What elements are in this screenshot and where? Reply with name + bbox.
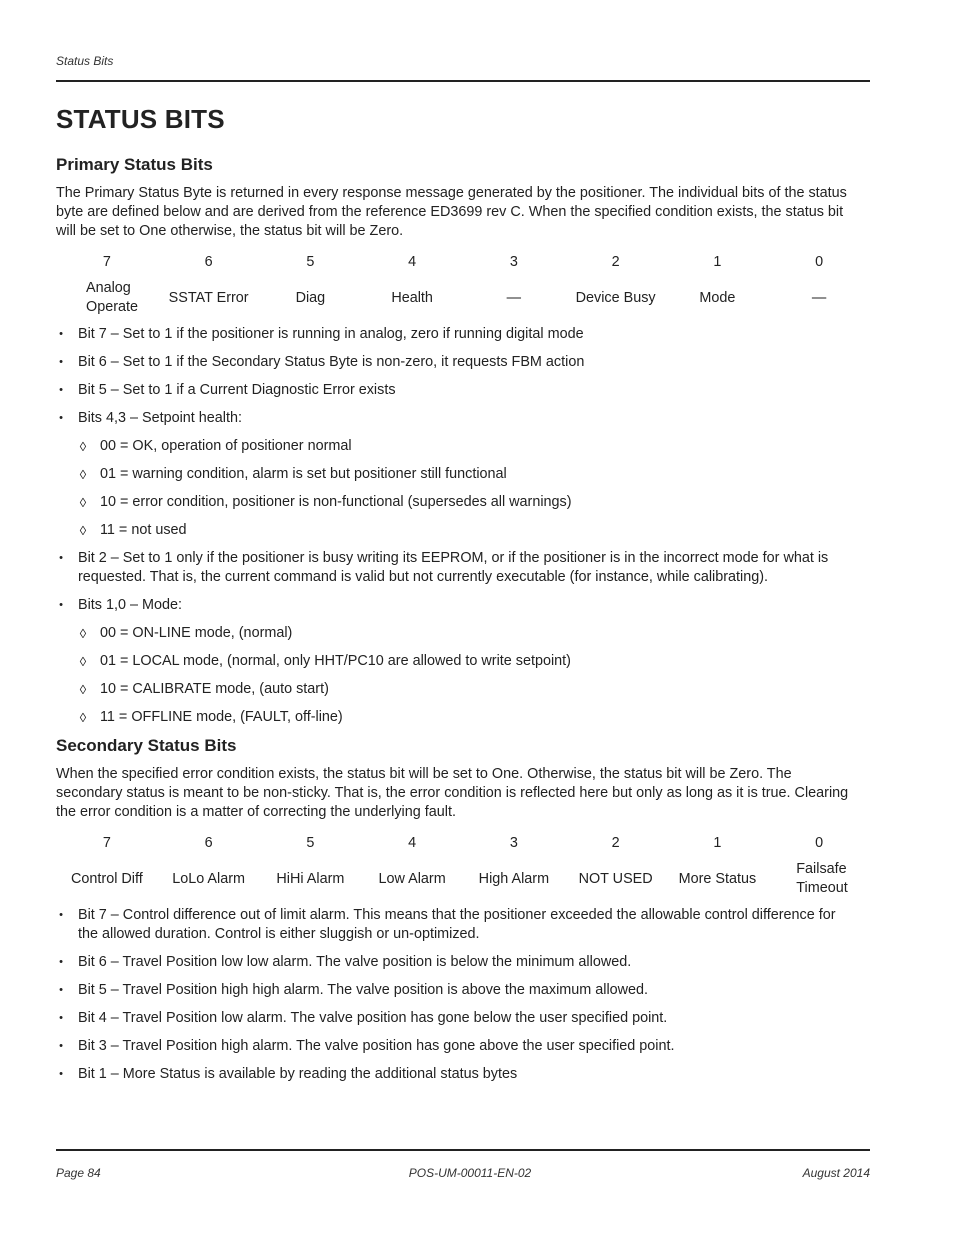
bit-name-cell: More Status	[678, 870, 757, 887]
bit-name-cell: —	[506, 289, 522, 306]
page-title: STATUS BITS	[56, 104, 225, 134]
primary-status-heading: Primary Status Bits	[56, 155, 213, 174]
bullet-marker: •	[59, 356, 63, 368]
list-item	[56, 1009, 856, 1028]
sub-list-item	[56, 521, 856, 540]
bit-number-cell: 2	[611, 253, 620, 270]
page-content	[56, 104, 856, 1093]
list-item-text: Bit 6 – Travel Position low low alarm. The valve position is below the minimum allowed.	[78, 954, 632, 970]
sub-list-item	[56, 465, 856, 484]
diamond-marker: ◊	[79, 682, 87, 697]
list-item-text: 01 = warning condition, alarm is set but positioner still functional	[100, 466, 507, 482]
sub-list-item	[56, 624, 856, 643]
list-item-text: Bit 2 – Set to 1 only if the positioner is busy writing its EEPROM, or if the positioner is in the incorrect mode for what is requested. That is, the current command is valid but not currently executable (for instance, while calibrating).	[78, 550, 829, 585]
bit-name-cell: NOT USED	[578, 870, 653, 887]
list-item-text: Bit 3 – Travel Position high alarm. The valve position has gone above the user specified point.	[78, 1038, 675, 1054]
bit-number-cell: 7	[102, 834, 111, 851]
bit-name-cell: LoLo Alarm	[172, 870, 246, 887]
sub-list-item	[56, 680, 856, 699]
bit-name-cell: Device Busy	[575, 289, 656, 306]
bit-number-cell: 7	[102, 253, 111, 270]
footer-rule	[56, 1149, 870, 1151]
sub-list-item	[56, 437, 856, 456]
list-item	[56, 953, 856, 972]
list-item-text: 11 = OFFLINE mode, (FAULT, off-line)	[100, 709, 343, 725]
list-item	[56, 906, 856, 944]
list-item	[56, 596, 856, 615]
primary-bit-table	[56, 249, 870, 321]
bullet-marker: •	[59, 599, 63, 611]
secondary-bit-table	[56, 830, 870, 902]
bit-name-cell: Health	[391, 289, 433, 306]
bit-name-cell: SSTAT Error	[168, 289, 249, 306]
secondary-status-intro: When the specified error condition exists, the status bit will be set to One. Otherwise, the status bit will be Zero. The secondary status is meant to be non-sticky. That is, the error condition is reflected here but only as long as it is true. Clearing the error condition is a matter of correcting the underlying fault.	[56, 766, 849, 820]
diamond-marker: ◊	[79, 467, 87, 482]
bullet-marker: •	[59, 384, 63, 396]
secondary-status-section	[56, 736, 856, 1084]
bullet-marker: •	[59, 984, 63, 996]
bit-name-row	[56, 856, 870, 902]
list-item	[56, 981, 856, 1000]
list-item-text: Bit 5 – Travel Position high high alarm. The valve position is above the maximum allowed.	[78, 982, 649, 998]
list-item-text: Bit 1 – More Status is available by reading the additional status bytes	[78, 1066, 518, 1082]
bit-name-cell: Analog Operate	[86, 280, 138, 315]
bit-name-row	[56, 275, 870, 321]
bit-number-cell: 0	[815, 834, 824, 851]
list-item-text: 01 = LOCAL mode, (normal, only HHT/PC10 are allowed to write setpoint)	[100, 653, 571, 669]
bit-name-cell: Diag	[295, 289, 326, 306]
bit-number-cell: 0	[815, 253, 824, 270]
sub-list-item	[56, 708, 856, 727]
list-item	[56, 381, 856, 400]
list-item-text: Bit 7 – Control difference out of limit alarm. This means that the positioner exceeded the allowable control difference for the allowed duration. Control is either sluggish or un-optimized.	[78, 907, 836, 942]
bit-name-cell: HiHi Alarm	[276, 870, 345, 887]
diamond-marker: ◊	[79, 495, 87, 510]
list-item	[56, 325, 856, 344]
bullet-marker: •	[59, 412, 63, 424]
list-item-text: 11 = not used	[100, 522, 187, 538]
list-item	[56, 1037, 856, 1056]
list-item	[56, 409, 856, 428]
secondary-bit-descriptions	[56, 906, 856, 1084]
sub-list-item	[56, 652, 856, 671]
secondary-status-heading: Secondary Status Bits	[56, 736, 237, 755]
bit-number-cell: 6	[204, 253, 213, 270]
primary-status-intro: The Primary Status Byte is returned in every response message generated by the positioner. The individual bits of the status byte are defined below and are derived from the reference ED3699 rev C. When the specified condition exists, the status bit will be set to One otherwise, the status bit will be Zero.	[56, 185, 847, 239]
list-item-text: 00 = OK, operation of positioner normal	[100, 438, 352, 454]
page-number: Page 84	[56, 1166, 101, 1180]
list-item-text: Bit 6 – Set to 1 if the Secondary Status Byte is non-zero, it requests FBM action	[78, 354, 585, 370]
bit-number-cell: 3	[509, 253, 518, 270]
bit-number-cell: 5	[306, 253, 315, 270]
bullet-marker: •	[59, 956, 63, 968]
bit-name-cell: Control Diff	[71, 870, 143, 887]
list-item-text: Bit 5 – Set to 1 if a Current Diagnostic Error exists	[78, 382, 396, 398]
bit-name-cell: Failsafe Timeout	[796, 861, 848, 896]
bit-number-cell: 4	[408, 253, 417, 270]
bit-number-cell: 2	[611, 834, 620, 851]
bit-number-row	[56, 830, 870, 856]
primary-status-section	[56, 155, 856, 727]
bullet-marker: •	[59, 909, 63, 921]
bit-number-cell: 5	[306, 834, 315, 851]
list-item-text: Bits 1,0 – Mode:	[78, 597, 182, 613]
diamond-marker: ◊	[79, 710, 87, 725]
bit-number-cell: 1	[713, 253, 722, 270]
primary-bit-descriptions	[56, 325, 856, 727]
diamond-marker: ◊	[79, 523, 87, 538]
list-item-text: 10 = error condition, positioner is non-functional (supersedes all warnings)	[100, 494, 572, 510]
bullet-marker: •	[59, 552, 63, 564]
header-rule	[56, 80, 870, 82]
bit-name-cell: High Alarm	[478, 870, 550, 887]
bullet-marker: •	[59, 1040, 63, 1052]
list-item-text: Bit 7 – Set to 1 if the positioner is running in analog, zero if running digital mode	[78, 326, 584, 342]
bullet-marker: •	[59, 1012, 63, 1024]
bit-number-cell: 1	[713, 834, 722, 851]
bit-number-row	[56, 249, 870, 275]
diamond-marker: ◊	[79, 654, 87, 669]
diamond-marker: ◊	[79, 439, 87, 454]
bit-number-cell: 6	[204, 834, 213, 851]
list-item-text: Bit 4 – Travel Position low alarm. The valve position has gone below the user specified point.	[78, 1010, 668, 1026]
bit-name-cell: Mode	[699, 289, 736, 306]
list-item	[56, 1065, 856, 1084]
bit-name-cell: —	[811, 289, 827, 306]
list-item	[56, 549, 856, 587]
document-id: POS-UM-00011-EN-02	[408, 1166, 532, 1180]
sub-list-item	[56, 493, 856, 512]
running-head: Status Bits	[56, 54, 114, 68]
list-item-text: 00 = ON-LINE mode, (normal)	[100, 625, 293, 641]
publication-date: August 2014	[802, 1166, 870, 1180]
bullet-marker: •	[59, 328, 63, 340]
bullet-marker: •	[59, 1068, 63, 1080]
bit-name-cell: Low Alarm	[378, 870, 446, 887]
list-item-text: 10 = CALIBRATE mode, (auto start)	[100, 681, 329, 697]
bit-number-cell: 4	[408, 834, 417, 851]
diamond-marker: ◊	[79, 626, 87, 641]
list-item	[56, 353, 856, 372]
bit-number-cell: 3	[509, 834, 518, 851]
list-item-text: Bits 4,3 – Setpoint health:	[78, 410, 243, 426]
